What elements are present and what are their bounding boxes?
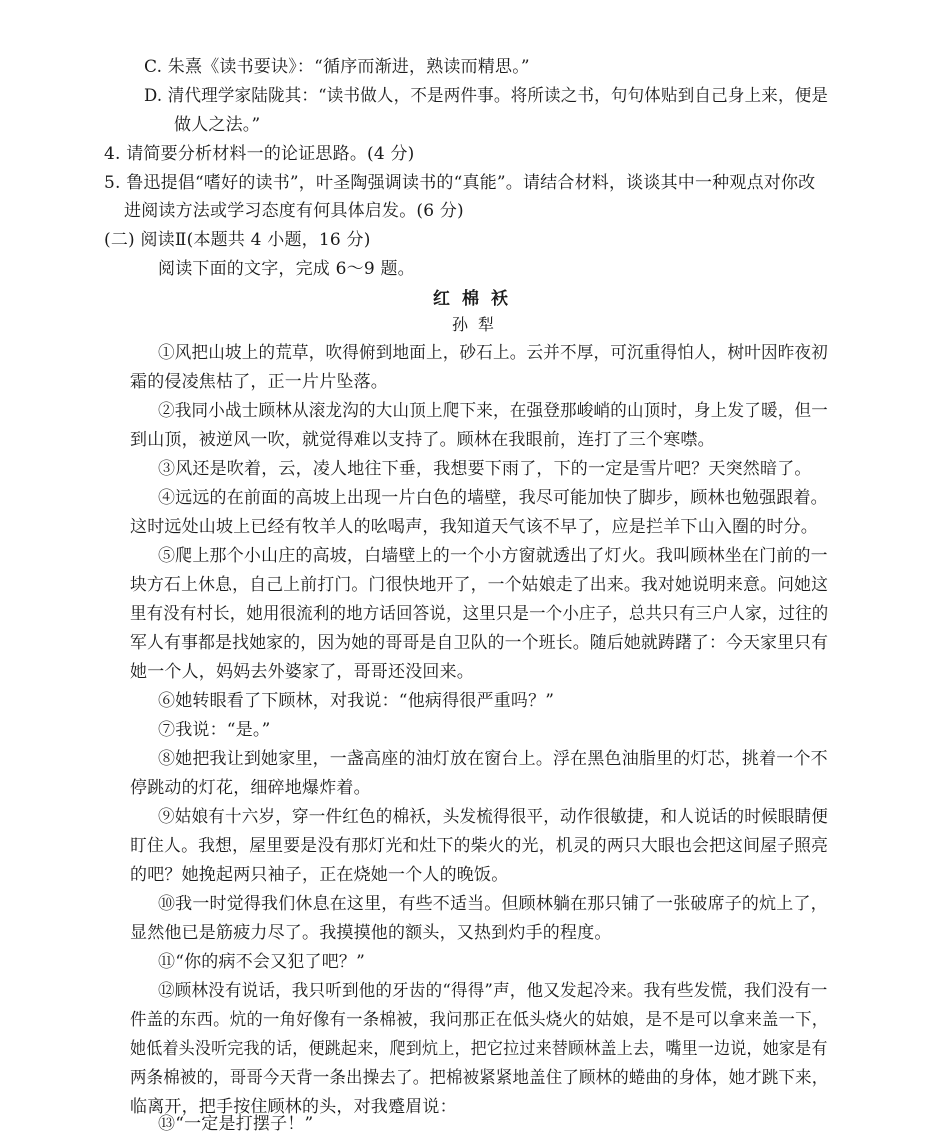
article-author: 孙犁 <box>452 315 505 334</box>
section-instruction: 阅读下面的文字，完成 6～9 题。 <box>158 259 415 279</box>
option-c: C. 朱熹《读书要诀》：“循序而渐进，熟读而精思。” <box>144 57 530 77</box>
section-heading: (二) 阅读Ⅱ(本题共 4 小题，16 分) <box>104 230 371 250</box>
article-line: 两条棉被的，哥哥今天背一条出操去了。把棉被紧紧地盖住了顾林的蜷曲的身体，她才跳下来， <box>130 1068 829 1088</box>
question-4: 4. 请简要分析材料一的论证思路。(4 分) <box>104 144 415 164</box>
article-line: 件盖的东西。炕的一角好像有一条棉被，我问那正在低头烧火的姑娘，是不是可以拿来盖一下， <box>130 1010 829 1030</box>
article-line: 盯住人。我想，屋里要是没有那灯光和灶下的柴火的光，机灵的两只大眼也会把这间屋子照亮 <box>130 836 829 856</box>
article-line: ⑧她把我让到她家里，一盏高座的油灯放在窗台上。浮在黑色油脂里的灯芯，挑着一个不 <box>158 749 828 769</box>
question-5-line1: 5. 鲁迅提倡“嗜好的读书”，叶圣陶强调读书的“真能”。请结合材料，谈谈其中一种观点对你改 <box>104 173 816 193</box>
article-line: 她低着头没听完我的话，便跳起来，爬到炕上，把它拉过来替顾林盖上去，嘴里一边说，她家是有 <box>130 1039 828 1059</box>
article-title: 红棉袄 <box>433 289 520 309</box>
article-line: ②我同小战士顾林从滚龙沟的大山顶上爬下来，在强登那峻峭的山顶时，身上发了暖，但一 <box>158 401 828 421</box>
article-line: ⑨姑娘有十六岁，穿一件红色的棉袄，头发梳得很平，动作很敏捷，和人说话的时候眼睛便 <box>158 807 828 827</box>
article-line: ⑦我说：“是。” <box>158 720 271 740</box>
article-line: 的吧？她挽起两只袖子，正在烧她一个人的晚饭。 <box>130 865 509 885</box>
question-5-line2: 进阅读方法或学习态度有何具体启发。(6 分) <box>124 201 464 221</box>
article-line: 霜的侵凌焦枯了，正一片片坠落。 <box>130 372 388 392</box>
article-line: ③风还是吹着，云，凌人地往下垂，我想要下雨了，下的一定是雪片吧？天突然暗了。 <box>158 459 812 479</box>
article-line: 停跳动的灯花，细碎地爆炸着。 <box>130 778 371 798</box>
article-line: ①风把山坡上的荒草，吹得俯到地面上，砂石上。云并不厚，可沉重得怕人，树叶因昨夜初 <box>158 343 828 363</box>
article-line: ⑥她转眼看了下顾林，对我说：“他病得很严重吗？” <box>158 691 555 711</box>
article-line: 她一个人，妈妈去外婆家了，哥哥还没回来。 <box>130 662 474 682</box>
article-line: ⑩我一时觉得我们休息在这里，有些不适当。但顾林躺在那只铺了一张破席子的炕上了， <box>158 894 828 914</box>
option-d-line1: D. 清代理学家陆陇其：“读书做人，不是两件事。将所读之书，句句体贴到自己身上来，便是 <box>144 86 829 106</box>
article-line: 这时远处山坡上已经有牧羊人的吆喝声，我知道天气该不早了，应是拦羊下山入圈的时分。 <box>130 517 818 537</box>
article-line: ⑤爬上那个小山庄的高坡，白墙壁上的一个小方窗就透出了灯火。我叫顾林坐在门前的一 <box>158 546 828 566</box>
article-line: ⑬“一定是打摆子！” <box>158 1114 314 1134</box>
article-line: 到山顶，被逆风一吹，就觉得难以支持了。顾林在我眼前，连打了三个寒噤。 <box>130 430 715 450</box>
article-line: 显然他已是筋疲力尽了。我摸摸他的额头，又热到灼手的程度。 <box>130 923 612 943</box>
option-d-line2: 做人之法。” <box>174 115 261 135</box>
article-line: 块方石上休息，自己上前打门。门很快地开了，一个姑娘走了出来。我对她说明来意。问她这 <box>130 575 829 595</box>
article-line: 临离开，把手按住顾林的头，对我蹙眉说： <box>130 1097 457 1117</box>
article-line: ⑪“你的病不会又犯了吧？” <box>158 952 365 972</box>
article-line: 里有没有村长，她用很流利的地方话回答说，这里只是一个小庄子，总共只有三户人家，过往的 <box>130 604 829 624</box>
article-line: 军人有事都是找她家的，因为她的哥哥是自卫队的一个班长。随后她就踌躇了：今天家里只有 <box>130 633 829 653</box>
article-line: ④远远的在前面的高坡上出现一片白色的墙壁，我尽可能加快了脚步，顾林也勉强跟着。 <box>158 488 828 508</box>
article-line: ⑫顾林没有说话，我只听到他的牙齿的“得得”声，他又发起冷来。我有些发慌，我们没有一 <box>158 981 828 1001</box>
